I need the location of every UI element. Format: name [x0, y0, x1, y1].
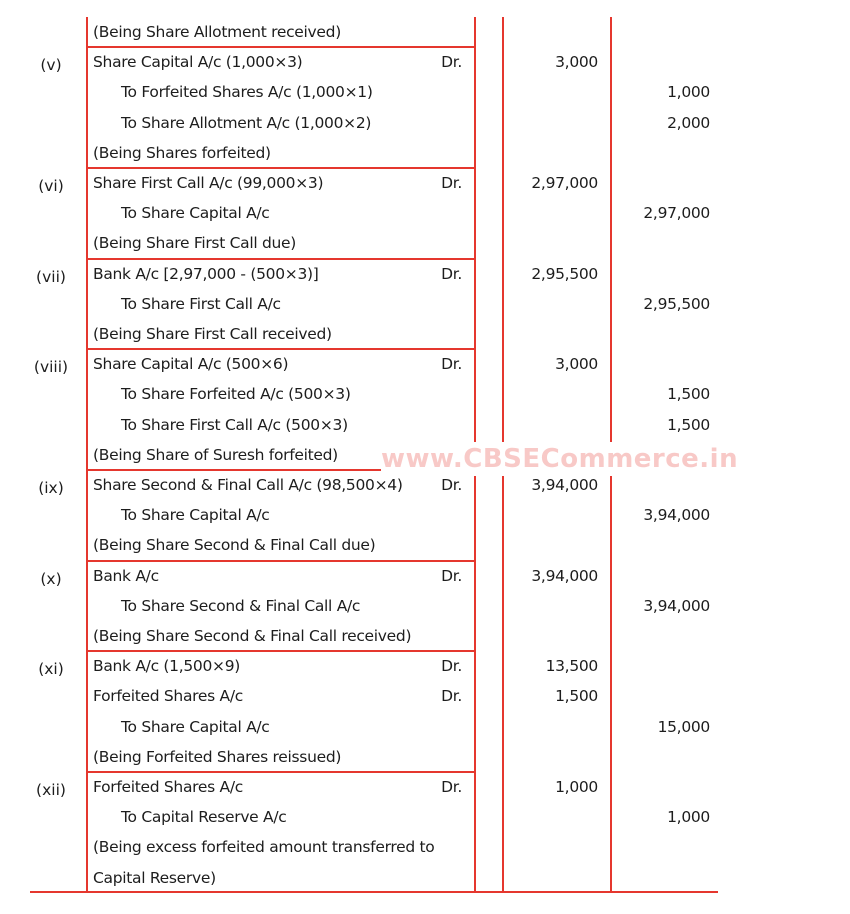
debit-account-text: Bank A/c [2,97,000 - (500×3)]: [93, 264, 319, 283]
credit-amount: 3,94,000: [643, 506, 710, 525]
debit-account-text: Share Capital A/c (500×6): [93, 355, 289, 374]
credit-amount: 1,000: [667, 808, 710, 827]
narration-text: Capital Reserve): [93, 868, 216, 887]
dr-label: Dr.: [441, 355, 462, 374]
credit-amount: 1,000: [667, 83, 710, 102]
credit-amount: 2,97,000: [643, 204, 710, 223]
credit-account-text: To Forfeited Shares A/c (1,000×1): [121, 83, 373, 102]
credit-account-text: To Share Capital A/c: [121, 717, 270, 736]
debit-account-text: Bank A/c: [93, 566, 159, 585]
credit-account-text: To Capital Reserve A/c: [121, 808, 287, 827]
debit-amount: 2,95,500: [531, 264, 598, 283]
debit-amount: 2,97,000: [531, 174, 598, 192]
narration-text: (Being Share Second & Final Call due): [93, 536, 376, 555]
dr-label: Dr.: [441, 566, 462, 585]
credit-amount: 15,000: [657, 717, 710, 736]
debit-amount: 3,000: [555, 355, 598, 374]
debit-account-text: Forfeited Shares A/c: [93, 687, 243, 706]
narration-text: (Being Share First Call received): [93, 325, 332, 343]
credit-account-text: To Share First Call A/c: [121, 294, 281, 313]
debit-amount: 13,500: [545, 657, 598, 676]
credit-account-text: To Share Second & Final Call A/c: [121, 596, 361, 615]
entry-number: (v): [40, 56, 62, 75]
debit-account-text: Bank A/c (1,500×9): [93, 657, 241, 676]
entry-number: (vi): [38, 177, 64, 195]
debit-amount: 1,500: [555, 687, 598, 706]
dr-label: Dr.: [441, 687, 462, 706]
credit-amount: 2,000: [667, 113, 710, 132]
debit-account-text: Share Capital A/c (1,000×3): [93, 53, 303, 72]
narration-text: (Being excess forfeited amount transferred to: [93, 838, 435, 857]
narration-text: (Being Share Allotment received): [93, 23, 341, 41]
narration-text: (Being Share First Call due): [93, 234, 297, 253]
debit-amount: 3,000: [555, 53, 598, 72]
entry-number: (viii): [33, 358, 69, 377]
narration-text: (Being Share Second & Final Call received): [93, 627, 412, 645]
credit-account-text: To Share Forfeited A/c (500×3): [121, 385, 351, 404]
dr-label: Dr.: [441, 264, 462, 283]
credit-account-text: To Share First Call A/c (500×3): [121, 415, 348, 434]
credit-account-text: To Share Allotment A/c (1,000×2): [121, 113, 372, 132]
dr-label: Dr.: [441, 174, 462, 192]
credit-amount: 3,94,000: [643, 596, 710, 615]
dr-label: Dr.: [441, 657, 462, 676]
debit-account-text: Share Second & Final Call A/c (98,500×4): [93, 476, 403, 494]
debit-amount: 3,94,000: [531, 566, 598, 585]
debit-amount: 3,94,000: [531, 476, 598, 494]
entry-number: (x): [40, 569, 62, 588]
debit-amount: 1,000: [555, 778, 598, 796]
narration-text: (Being Share of Suresh forfeited): [93, 445, 338, 464]
credit-amount: 1,500: [667, 385, 710, 404]
credit-account-text: To Share Capital A/c: [121, 204, 270, 223]
narration-text: (Being Shares forfeited): [93, 143, 271, 162]
entry-number: (ix): [38, 479, 64, 497]
dr-label: Dr.: [441, 476, 462, 494]
entry-number: (vii): [36, 267, 66, 286]
credit-amount: 2,95,500: [643, 294, 710, 313]
watermark: www.CBSECommerce.in: [381, 444, 739, 474]
credit-amount: 1,500: [667, 415, 710, 434]
debit-account-text: Share First Call A/c (99,000×3): [93, 174, 324, 192]
dr-label: Dr.: [441, 778, 462, 796]
debit-account-text: Forfeited Shares A/c: [93, 778, 243, 796]
particulars-left-rule: [86, 17, 88, 892]
entry-number: (xi): [38, 660, 64, 679]
narration-text: (Being Forfeited Shares reissued): [93, 747, 342, 766]
dr-label: Dr.: [441, 53, 462, 72]
entry-number: (xii): [36, 781, 66, 799]
credit-account-text: To Share Capital A/c: [121, 506, 270, 525]
